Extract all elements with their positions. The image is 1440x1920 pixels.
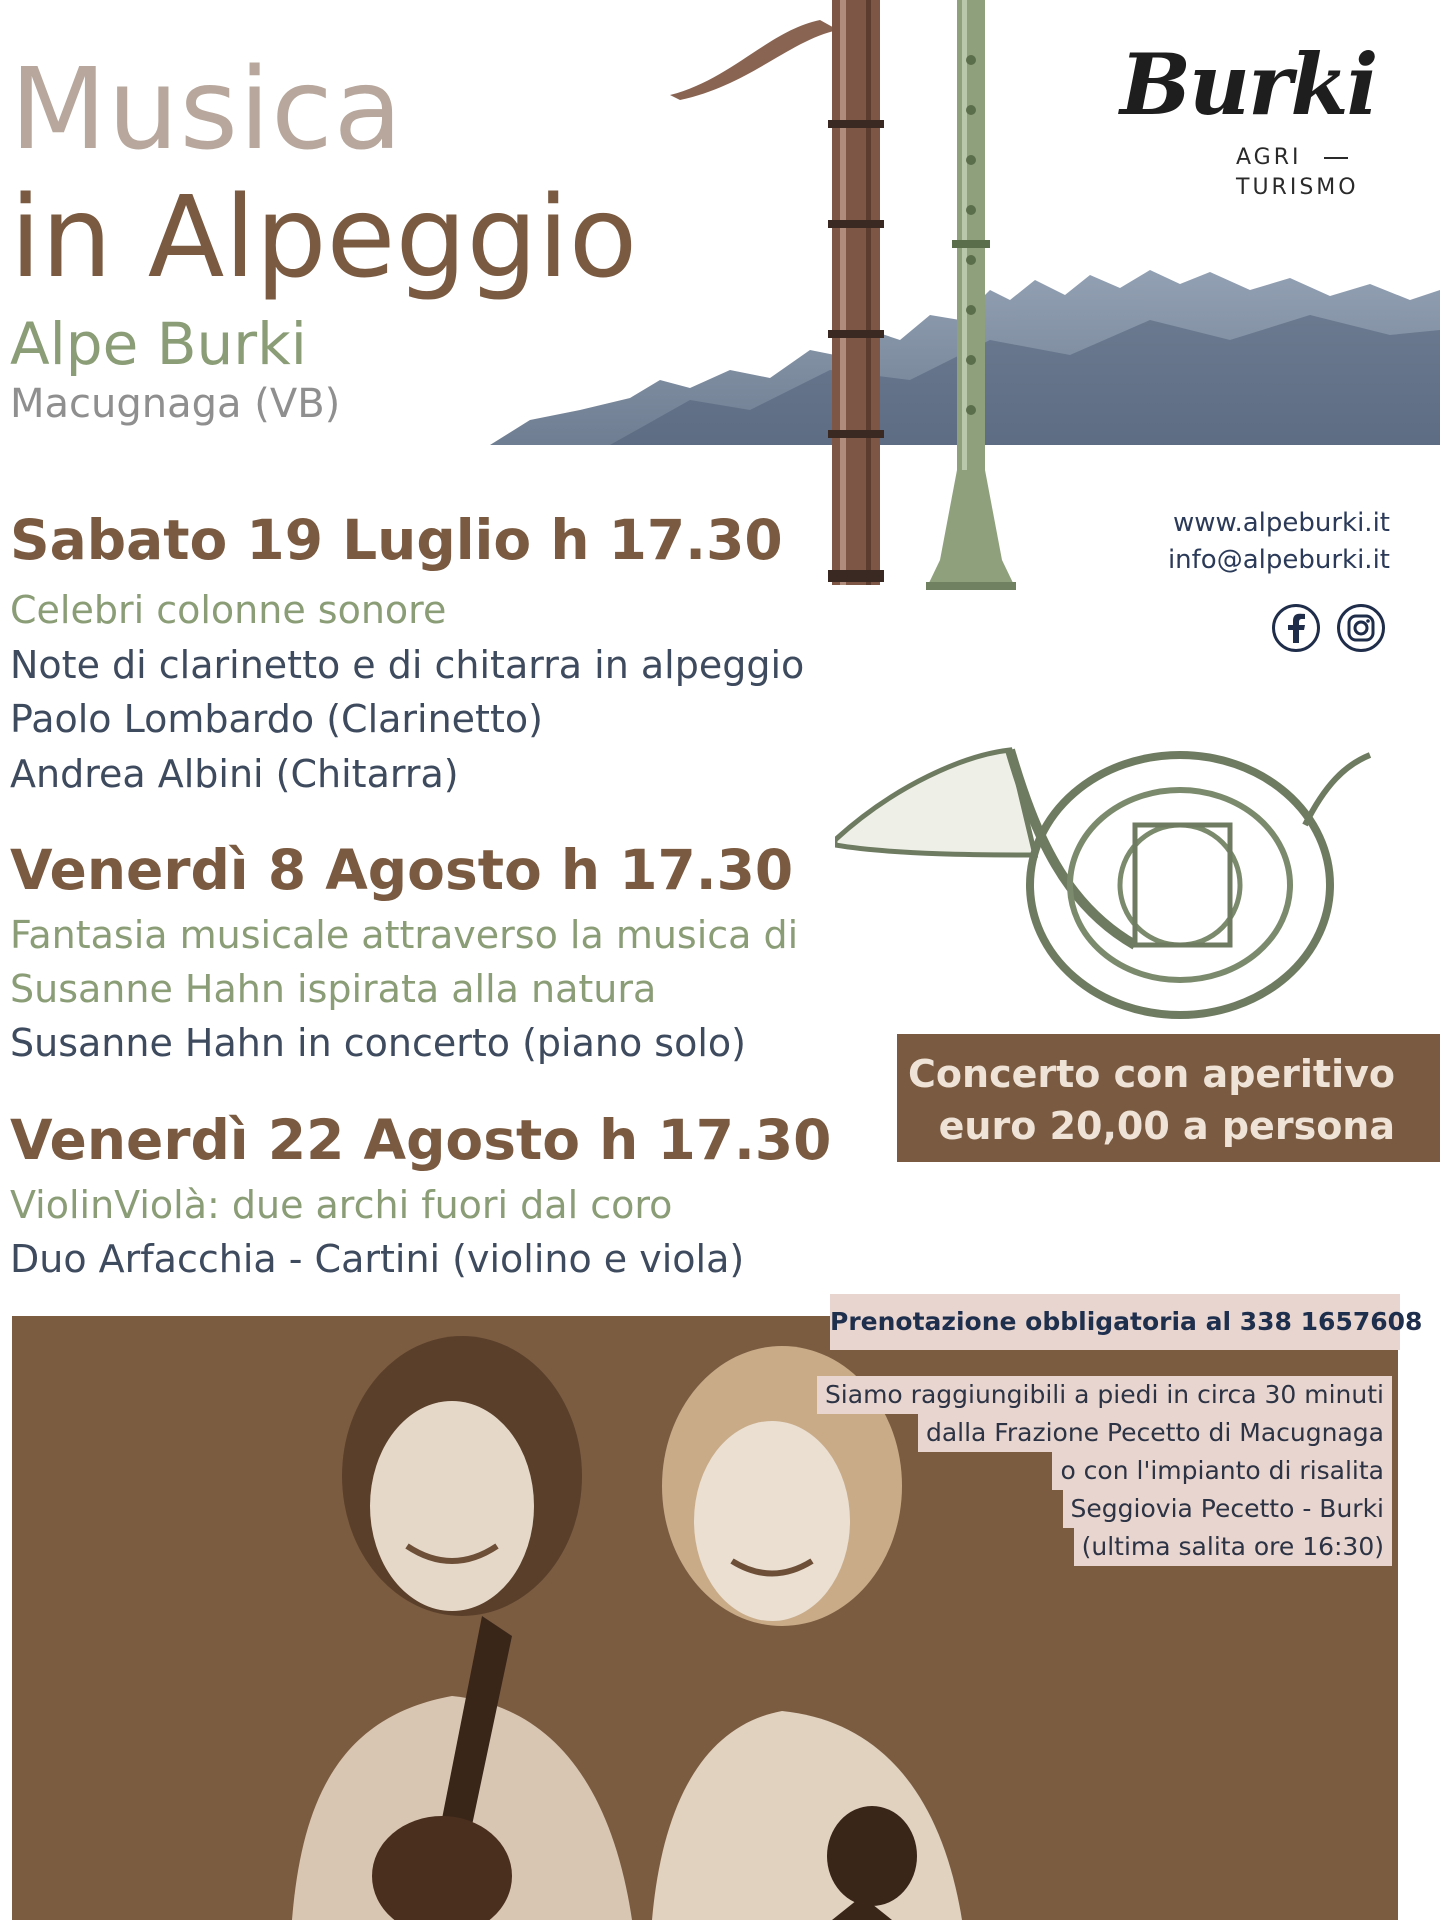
clarinet-illustration — [910, 0, 1030, 595]
access-info-line: dalla Frazione Pecetto di Macugnaga — [918, 1414, 1392, 1452]
website-link[interactable]: www.alpeburki.it — [1173, 508, 1390, 538]
event-3-detail: Duo Arfacchia - Cartini (violino e viola) — [10, 1237, 745, 1281]
booking-banner: Prenotazione obbligatoria al 338 1657608 — [830, 1294, 1400, 1350]
event-1-detail: Note di clarinetto e di chitarra in alpeggio — [10, 643, 805, 687]
access-info-panel — [817, 1376, 1392, 1566]
access-info-line: o con l'impianto di risalita — [1052, 1452, 1392, 1490]
event-2-detail: Susanne Hahn in concerto (piano solo) — [10, 1021, 746, 1065]
event-1-heading: Sabato 19 Luglio h 17.30 — [10, 508, 783, 572]
french-horn-illustration — [835, 745, 1380, 1040]
event-3-subtitle: ViolinViolà: due archi fuori dal coro — [10, 1183, 673, 1227]
event-1-subtitle: Celebri colonne sonore — [10, 588, 447, 632]
location-name: Alpe Burki — [10, 310, 307, 378]
price-line-2: euro 20,00 a persona — [938, 1104, 1395, 1148]
facebook-icon[interactable] — [1272, 604, 1320, 652]
title-line-2: in Alpeggio — [10, 173, 638, 303]
brand-turismo: TURISMO — [1236, 175, 1359, 200]
title-line-1: Musica — [10, 45, 404, 175]
event-3-heading: Venerdì 22 Agosto h 17.30 — [10, 1108, 832, 1172]
access-info-line: Seggiovia Pecetto - Burki — [1063, 1490, 1392, 1528]
access-info-line: Siamo raggiungibili a piedi in circa 30 minuti — [817, 1376, 1392, 1414]
bassoon-illustration — [670, 0, 900, 590]
event-2-subtitle: Susanne Hahn ispirata alla natura — [10, 967, 657, 1011]
brand-divider — [1324, 157, 1348, 159]
access-info-line: (ultima salita ore 16:30) — [1074, 1528, 1392, 1566]
event-2-heading: Venerdì 8 Agosto h 17.30 — [10, 838, 794, 902]
event-1-detail: Andrea Albini (Chitarra) — [10, 752, 459, 796]
location-place: Macugnaga (VB) — [10, 381, 341, 427]
brand-logo: Burki — [1120, 35, 1377, 134]
event-1-detail: Paolo Lombardo (Clarinetto) — [10, 697, 543, 741]
event-2-subtitle: Fantasia musicale attraverso la musica di — [10, 913, 799, 957]
price-line-1: Concerto con aperitivo — [908, 1052, 1395, 1096]
email-link[interactable]: info@alpeburki.it — [1167, 545, 1390, 575]
brand-agri: AGRI — [1236, 145, 1302, 170]
price-banner — [897, 1034, 1440, 1162]
instagram-icon[interactable] — [1337, 604, 1385, 652]
